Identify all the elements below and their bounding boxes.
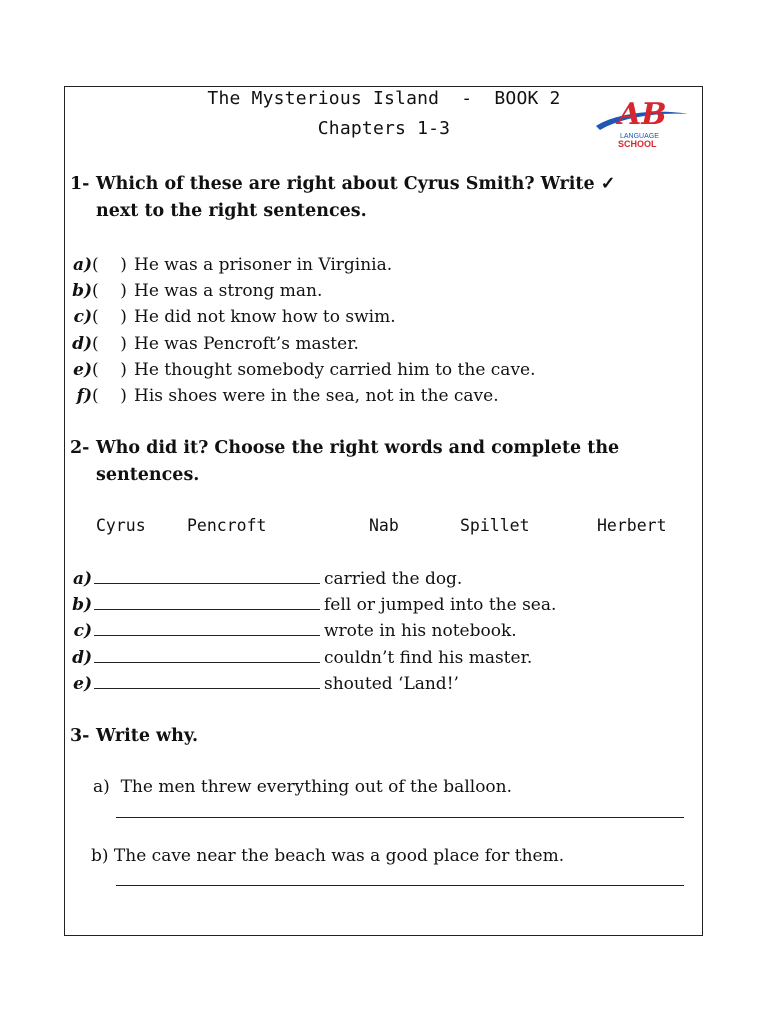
question-1-list — [70, 252, 536, 409]
list-item: c)( ) He did not know how to swim. — [73, 307, 396, 328]
answer-blank[interactable] — [94, 592, 320, 610]
logo-line1: LANGUAGE — [620, 133, 659, 140]
word-bank-item: Cyrus — [96, 516, 146, 535]
question-3-title: Write why. — [96, 726, 199, 746]
ab-language-school-logo — [594, 94, 690, 150]
answer-blank[interactable] — [94, 671, 320, 689]
list-item: a)( ) He was a prisoner in Virginia. — [72, 255, 393, 275]
list-item: d)( ) He was Pencroft’s master. — [72, 333, 359, 354]
list-item: b) fell or jumped into the sea. — [70, 592, 556, 618]
answer-blank[interactable] — [94, 645, 320, 663]
question-3-heading — [70, 723, 198, 750]
question-1-line1: Which of these are right about Cyrus Smith? Write ✓ — [96, 174, 616, 194]
word-bank-item: Nab — [369, 516, 399, 535]
list-item: a) carried the dog. — [70, 566, 556, 592]
answer-line-b[interactable] — [116, 885, 684, 886]
word-bank-item: Herbert — [597, 516, 667, 535]
list-item: c) wrote in his notebook. — [70, 618, 556, 644]
list-item: b)( ) He was a strong man. — [72, 281, 323, 302]
word-bank-item: Pencroft — [187, 516, 267, 535]
logo-letter-a: AB — [618, 97, 667, 132]
question-3-number: 3- — [70, 726, 90, 746]
question-2-line2: sentences. — [96, 465, 200, 485]
list-item: f)( ) His shoes were in the sea, not in the cave. — [76, 385, 499, 406]
logo-line2: SCHOOL — [618, 139, 657, 149]
answer-line-a[interactable] — [116, 817, 684, 818]
answer-blank[interactable] — [94, 566, 320, 584]
question-2-line1: Who did it? Choose the right words and complete the — [96, 438, 620, 458]
question-2-heading — [70, 435, 619, 489]
question-2-number: 2- — [70, 438, 90, 458]
word-bank-item: Spillet — [460, 516, 530, 535]
question-1-heading — [70, 171, 615, 225]
answer-blank[interactable] — [94, 618, 320, 636]
worksheet-title: The Mysterious Island - BOOK 2 — [207, 88, 561, 109]
question-1-line2: next to the right sentences. — [96, 201, 367, 221]
list-item: e)( ) He thought somebody carried him to the cave. — [73, 359, 536, 380]
list-item: e) shouted ‘Land!’ — [70, 671, 556, 697]
question-2-list — [70, 566, 556, 697]
worksheet-subtitle: Chapters 1-3 — [317, 118, 451, 139]
question-3-item-b: b) The cave near the beach was a good place for them. — [91, 846, 565, 866]
question-3-item-a: a) The men threw everything out of the balloon. — [93, 777, 513, 797]
list-item: d) couldn’t find his master. — [70, 645, 556, 671]
question-1-number: 1- — [70, 174, 90, 194]
